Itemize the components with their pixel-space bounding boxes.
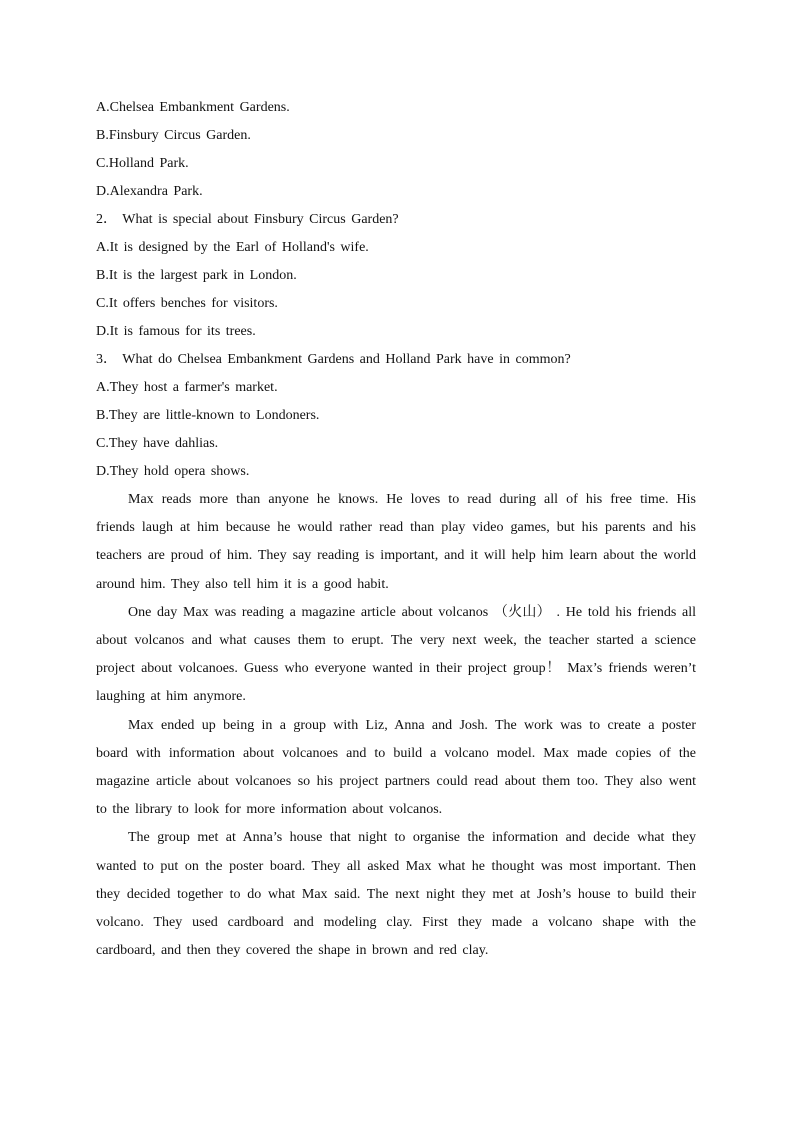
- option-q2-a: A.It is designed by the Earl of Holland's wife.: [96, 240, 369, 255]
- option-q2-b: B.It is the largest park in London.: [96, 268, 297, 283]
- option-q3-d: D.They hold opera shows.: [96, 464, 250, 479]
- option-q3-b: B.They are little-known to Londoners.: [96, 408, 320, 423]
- option-q3-a: A.They host a farmer's market.: [96, 380, 278, 395]
- question-3-stem: 3． What do Chelsea Embankment Gardens and Holland Park have in common?: [96, 352, 571, 367]
- option-q1-c: C.Holland Park.: [96, 156, 189, 171]
- passage-paragraph-1: Max reads more than anyone he knows. He loves to read during all of his free time. His friends laugh at him because he would rather read than play video games, but his parents and his teachers are proud of him. They say reading is important, and it will help him learn about the world around him. They also tell him it is a good habit.: [96, 492, 696, 592]
- passage-paragraph-2: One day Max was reading a magazine article about volcanos （火山） . He told his friends all about volcanos and what causes them to erupt. The very next week, the teacher started a science project about volcanoes. Guess who everyone wanted in their project group！ Max’s friends weren’t laughing at him anymore.: [96, 604, 696, 705]
- passage-paragraph-3: Max ended up being in a group with Liz, Anna and Josh. The work was to create a poster board with information about volcanoes and to build a volcano model. Max made copies of the magazine article about volcanoes so his project partners could read about them too. They also went to the library to look for more information about volcanos.: [96, 717, 696, 818]
- document-content: [96, 94, 696, 965]
- passage-paragraph-4: The group met at Anna’s house that night to organise the information and decide what they wanted to put on the poster board. They all asked Max what he thought was most important. Then they decided together to do what Max said. The next night they met at Josh’s house to build their volcano. They used cardboard and modeling clay. First they made a volcano shape with the cardboard, and then they covered the shape in brown and red clay.: [96, 830, 696, 959]
- option-q1-b: B.Finsbury Circus Garden.: [96, 128, 251, 143]
- option-q2-c: C.It offers benches for visitors.: [96, 296, 278, 311]
- option-q2-d: D.It is famous for its trees.: [96, 324, 256, 339]
- option-q1-a: A.Chelsea Embankment Gardens.: [96, 100, 290, 115]
- option-q3-c: C.They have dahlias.: [96, 436, 219, 451]
- question-2-stem: 2． What is special about Finsbury Circus Garden?: [96, 212, 399, 227]
- option-q1-d: D.Alexandra Park.: [96, 184, 203, 199]
